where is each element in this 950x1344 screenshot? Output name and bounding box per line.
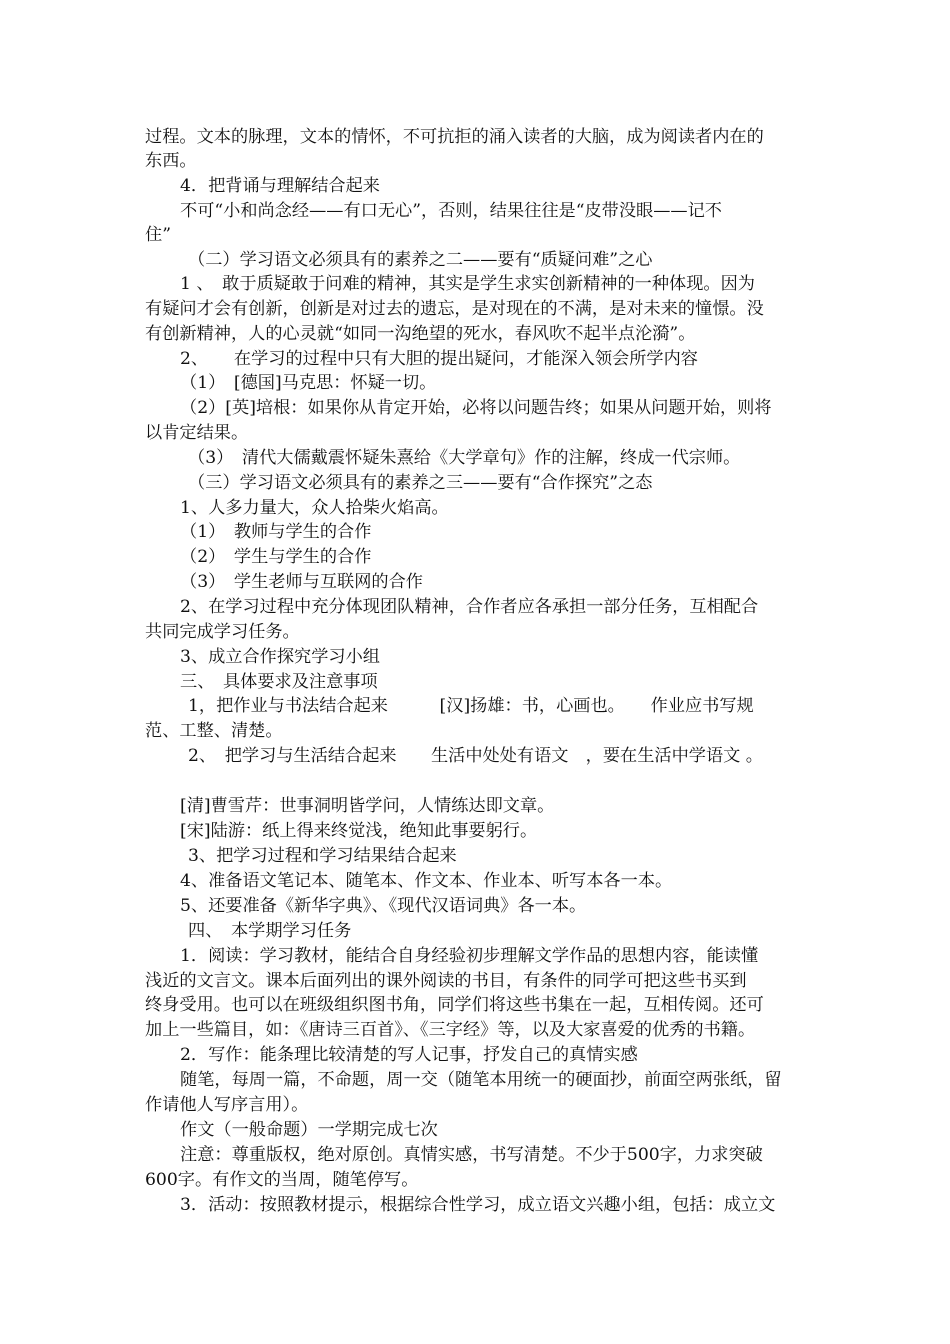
- text-line: 1．阅读：学习教材，能结合自身经验初步理解文学作品的思想内容，能读懂: [180, 946, 759, 966]
- text-line: 4．把背诵与理解结合起来: [180, 176, 380, 196]
- text-line: 加上一些篇目，如：《唐诗三百首》、《三字经》等，以及大家喜爱的优秀的书籍。: [145, 1020, 756, 1040]
- text-line: 2、 把学习与生活结合起来 生活中处处有语文 ，要在生活中学语文 。: [188, 746, 763, 766]
- text-line: 3．活动：按照教材提示，根据综合性学习，成立语文兴趣小组，包括：成立文: [180, 1195, 776, 1215]
- text-line: 2．写作：能条理比较清楚的写人记事，抒发自己的真情实感: [180, 1045, 638, 1065]
- section-heading: （二）学习语文必须具有的素养之二——要有“质疑问难”之心: [188, 250, 653, 270]
- text-line: 1，把作业与书法结合起来 [汉]扬雄：书，心画也。 作业应书写规: [188, 696, 754, 716]
- text-line: （1） [德国]马克思：怀疑一切。: [180, 373, 437, 393]
- text-line: （3） 清代大儒戴震怀疑朱熹给《大学章句》作的注解，终成一代宗师。: [188, 448, 741, 468]
- text-line: 注意：尊重版权，绝对原创。真情实感，书写清楚。不少于500字，力求突破: [180, 1145, 763, 1165]
- text-line: 过程。文本的脉理，文本的情怀，不可抗拒的涌入读者的大脑，成为阅读者内在的: [145, 127, 764, 147]
- text-line: 范、工整、清楚。: [145, 721, 283, 741]
- text-line: （3） 学生老师与互联网的合作: [180, 572, 423, 592]
- text-line: 2、 在学习的过程中只有大胆的提出疑问，才能深入领会所学内容: [180, 349, 698, 369]
- text-line: 有创新精神，人的心灵就“如同一沟绝望的死水，春风吹不起半点沦漪”。: [145, 324, 696, 344]
- text-line: 浅近的文言文。课本后面列出的课外阅读的书目，有条件的同学可把这些书买到: [145, 971, 747, 991]
- text-line: [清]曹雪芹：世事洞明皆学问，人情练达即文章。: [180, 796, 555, 816]
- text-line: 随笔，每周一篇，不命题，周一交（随笔本用统一的硬面抄，前面空两张纸，留: [180, 1070, 782, 1090]
- text-line: 不可“小和尚念经——有口无心”，否则，结果往往是“皮带没眼——记不: [180, 201, 722, 221]
- section-heading: （三）学习语文必须具有的素养之三——要有“合作探究”之态: [188, 473, 653, 493]
- text-line: 以肯定结果。: [145, 423, 249, 443]
- text-line: （2）[英]培根：如果你从肯定开始，必将以问题告终；如果从问题开始，则将: [180, 398, 772, 418]
- text-line: 有疑问才会有创新，创新是对过去的遗忘，是对现在的不满，是对未来的憧憬。没: [145, 299, 764, 319]
- text-line: 作请他人写序言用）。: [145, 1095, 309, 1115]
- text-line: 2、在学习过程中充分体现团队精神，合作者应各承担一部分任务，互相配合: [180, 597, 759, 617]
- text-line: 3、把学习过程和学习结果结合起来: [188, 846, 457, 866]
- text-line: 1、人多力量大，众人拾柴火焰高。: [180, 498, 449, 518]
- text-line: 1 、 敢于质疑敢于问难的精神，其实是学生求实创新精神的一种体现。因为: [180, 274, 755, 294]
- section-heading: 三、 具体要求及注意事项: [180, 672, 378, 692]
- text-line: 共同完成学习任务。: [145, 622, 300, 642]
- text-line: （2） 学生与学生的合作: [180, 547, 372, 567]
- text-line: （1） 教师与学生的合作: [180, 522, 372, 542]
- text-line: 作文（一般命题）一学期完成七次: [180, 1120, 438, 1140]
- text-line: [宋]陆游：纸上得来终觉浅，绝知此事要躬行。: [180, 821, 538, 841]
- text-line: 3、成立合作探究学习小组: [180, 647, 380, 667]
- text-line: 住”: [145, 225, 171, 245]
- text-line: 5、还要准备《新华字典》、《现代汉语词典》各一本。: [180, 896, 587, 916]
- section-heading: 四、 本学期学习任务: [188, 921, 352, 941]
- text-line: 4、准备语文笔记本、随笔本、作文本、作业本、听写本各一本。: [180, 871, 673, 891]
- text-line: 终身受用。也可以在班级组织图书角，同学们将这些书集在一起，互相传阅。还可: [145, 995, 764, 1015]
- text-line: 东西。: [145, 151, 197, 171]
- text-line: 600字。有作文的当周，随笔停写。: [145, 1170, 419, 1190]
